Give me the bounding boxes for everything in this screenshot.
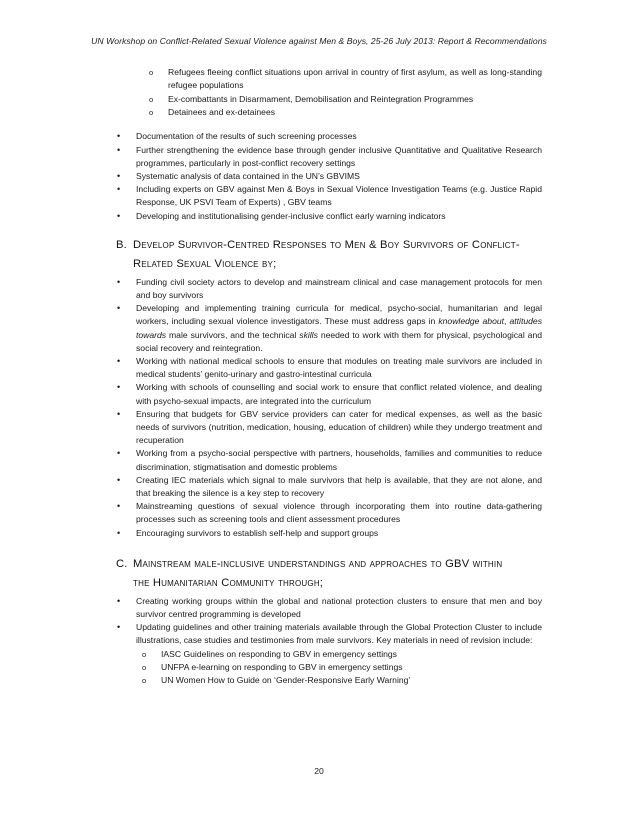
list-item <box>116 183 542 209</box>
list-item-text: Including experts on GBV against Men & Boys in Sexual Violence Investigation Teams (e.g. Justice Rapid Response, UK PSVI Team of Experts) , GBV teams <box>136 184 542 208</box>
list-item-text: Ex-combattants in Disarmament, Demobilisation and Reintegration Programmes <box>168 93 474 104</box>
circle-bullet-icon: o <box>149 107 154 117</box>
list-item-text: Detainees and ex-detainees <box>168 106 276 117</box>
bullet-icon: • <box>117 474 121 485</box>
section-letter: C. <box>116 557 128 570</box>
bullet-list-section-b <box>116 276 542 540</box>
section-title-line2: Related Sexual Violence by; <box>133 257 277 270</box>
list-item <box>142 674 542 687</box>
emphasis-text: knowledge about <box>438 316 505 327</box>
sub-list-section-c <box>142 648 542 688</box>
list-item <box>116 144 542 170</box>
list-item-text: Encouraging survivors to establish self-help and support groups <box>136 527 379 538</box>
list-item <box>116 595 542 621</box>
list-item <box>116 621 542 647</box>
bullet-icon: • <box>117 595 121 606</box>
list-item <box>116 500 542 526</box>
list-item-text: Working with schools of counselling and social work to ensure that conflict related violence, and dealing with psycho-sexual impacts, are integrated into the curriculum <box>136 382 542 406</box>
list-item <box>142 661 542 674</box>
circle-bullet-icon: o <box>142 649 147 659</box>
list-item <box>116 130 542 143</box>
list-item <box>116 276 542 302</box>
list-item-text: Further strengthening the evidence base through gender inclusive Quantitative and Qualitative Research programmes, particularly in post-conflict recovery settings <box>136 144 542 168</box>
list-item-text: Working from a psycho-social perspective with partners, households, families and communities to reduce discrimination, stigmatisation and domestic problems <box>136 448 542 472</box>
bullet-icon: • <box>117 276 121 287</box>
bullet-icon: • <box>117 210 121 221</box>
bullet-list-top <box>116 130 542 222</box>
bullet-icon: • <box>117 622 121 633</box>
list-item-text: Refugees fleeing conflict situations upon arrival in country of first asylum, as well as long-standing refugee populations <box>168 67 542 91</box>
list-item-text: Ensuring that budgets for GBV service providers can cater for medical expenses, as well as the basic needs of survivors (nutrition, medication, housing, education of children) while they undergo treatment and recuperation <box>136 408 542 446</box>
bullet-list-section-c <box>116 595 542 648</box>
list-item <box>116 527 542 540</box>
bullet-icon: • <box>117 303 121 314</box>
list-item-text: Updating guidelines and other training materials available through the Global Protection Cluster to include illustrations, case studies and testimonies from male survivors. Key materials in need of revision include: <box>136 622 542 646</box>
list-item <box>149 106 542 119</box>
list-item-text: Systematic analysis of data contained in the UN’s GBVIMS <box>136 170 360 181</box>
section-title-line1: Mainstream male-inclusive understandings and approaches to GBV within <box>133 557 503 570</box>
running-header: UN Workshop on Conflict-Related Sexual Violence against Men & Boys, 25-26 July 2013: Report & Recommendations <box>91 36 547 46</box>
bullet-icon: • <box>117 382 121 393</box>
circle-bullet-icon: o <box>142 676 147 686</box>
circle-bullet-icon: o <box>149 94 154 104</box>
text-run: Developing and implementing training curricula for medical, psycho-social, humanitarian and legal workers, including sexual violence investigators. These must address gaps in <box>136 303 542 327</box>
text-run: male survivors, and the technical <box>166 329 300 340</box>
list-item <box>116 210 542 223</box>
section-c-heading <box>116 555 542 593</box>
list-item-text: Funding civil society actors to develop and mainstream clinical and case management protocols for men and boy survivors <box>136 276 542 300</box>
list-item-text: Creating IEC materials which signal to male survivors that help is available, that they are not alone, and that breaking the silence is a key step to recovery <box>136 474 542 499</box>
section-title-line1: Develop Survivor-Centred Responses to Men & Boy Survivors of Conflict- <box>133 238 520 251</box>
bullet-icon: • <box>117 448 121 459</box>
section-b-heading <box>116 236 542 274</box>
list-item-text: Mainstreaming questions of sexual violence through incorporating them into routine data-gathering processes such as screening tools and client assessment procedures <box>136 501 542 525</box>
emphasis-text: attitudes towards <box>136 316 542 340</box>
list-item <box>116 170 542 183</box>
text-run: needed to work with them for physical, psychological and social recovery and reintegration. <box>136 329 543 353</box>
list-item-text: UN Women How to Guide on ‘Gender-Responsive Early Warning’ <box>161 675 411 686</box>
list-item <box>142 648 542 661</box>
emphasis-text: skills <box>299 329 318 340</box>
list-item <box>116 408 542 448</box>
section-title-line2: the Humanitarian Community through; <box>133 576 324 589</box>
list-item <box>149 93 542 106</box>
page-content <box>116 66 542 688</box>
bullet-icon: • <box>117 501 121 512</box>
sub-list-top <box>149 66 542 119</box>
bullet-icon: • <box>117 131 121 142</box>
list-item <box>116 447 542 473</box>
bullet-icon: • <box>117 144 121 155</box>
list-item-text <box>136 303 542 353</box>
text-run: , <box>504 316 510 327</box>
list-item <box>116 302 542 355</box>
list-item-text: UNFPA e-learning on responding to GBV in emergency settings <box>161 662 403 673</box>
list-item-text: IASC Guidelines on responding to GBV in emergency settings <box>161 648 397 659</box>
bullet-icon: • <box>117 408 121 419</box>
page-number: 20 <box>314 766 324 776</box>
list-item-text: Documentation of the results of such screening processes <box>136 131 357 142</box>
list-item-text: Working with national medical schools to ensure that modules on treating male survivors are included in medical students’ genito-urinary and gastro-intestinal curricula <box>136 356 542 380</box>
bullet-icon: • <box>117 356 121 367</box>
circle-bullet-icon: o <box>142 663 147 673</box>
list-item-text: Creating working groups within the global and national protection clusters to ensure that men and boy survivor centred programming is developed <box>136 595 542 620</box>
bullet-icon: • <box>117 170 121 181</box>
list-item-text: Developing and institutionalising gender-inclusive conflict early warning indicators <box>136 210 446 221</box>
bullet-icon: • <box>117 527 121 538</box>
list-item <box>149 66 542 92</box>
bullet-icon: • <box>117 184 121 195</box>
list-item <box>116 355 542 381</box>
list-item <box>116 381 542 407</box>
list-item <box>116 474 542 500</box>
section-letter: B. <box>116 238 127 251</box>
circle-bullet-icon: o <box>149 68 154 77</box>
